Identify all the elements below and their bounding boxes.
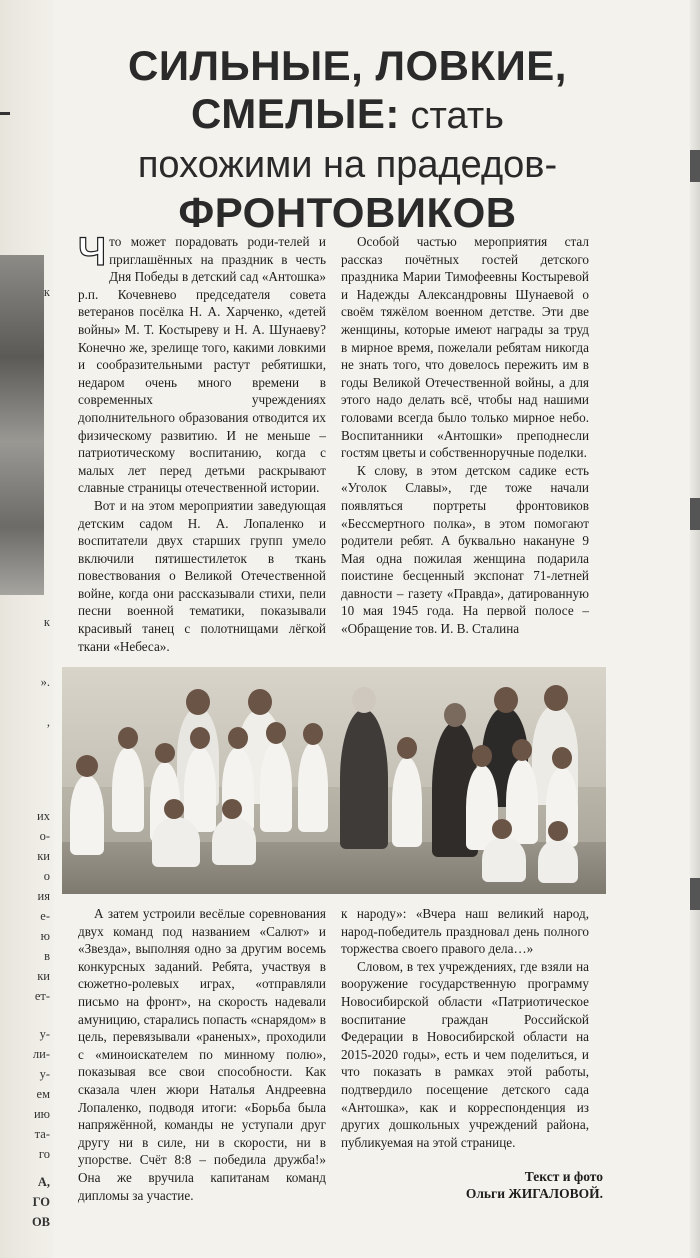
photo-figure-head [222,799,242,819]
adjacent-text-fragment: ОВ [31,1215,50,1229]
photo-figure-head [248,689,272,715]
adjacent-text-fragment: та- [34,1127,50,1141]
photo-figure [340,709,388,849]
byline-author: Ольги ЖИГАЛОВОЙ. [465,1186,603,1201]
adjacent-text-fragment: к [43,285,50,299]
paragraph: Вот и на этом мероприятии заведующая детским садом Н. А. Лопаленко и воспитатели двух старших групп умело включили пятишестилеток в ткань повествования о Великой Отечественной войне, когда они рассказывали стихи, пели песни военной тематики, показывали красивый танец с полотнищами лёгкой ткани «Небеса». [78,497,326,654]
article-column-1 [78,230,326,655]
photo-figure-head [548,821,568,841]
photo-figure-head [472,745,492,767]
edge-mark [690,150,700,182]
photo-figure-head [552,747,572,769]
headline-line-4: ФРОНТОВИКОВ [178,189,517,236]
photo-figure-head [186,689,210,715]
headline-line-1: СИЛЬНЫЕ, ЛОВКИЕ, [128,42,567,89]
photo-figure-head [228,727,248,749]
photo-figure [298,742,328,832]
adjacent-text-fragment: ». [40,675,50,689]
drop-cap: Ч [78,230,107,274]
photo-figure [70,775,104,855]
photo-figure-head [397,737,417,759]
adjacent-text-fragment: ГО [32,1195,50,1209]
photo-figure-head [512,739,532,761]
photo-figure-head [155,743,175,763]
paragraph: К слову, в этом детском садике есть «Уголок Славы», где тоже начали появляться портреты фронтовиков «Бессмертного полка», в этом помогают родители ребят. А буквально накануне 9 Мая одна пожилая женщина подарила поистине бесценный экспонат 71-летней давности – газету «Правда», датированную 10 мая 1945 года. На первой полосе – «Обращение тов. И. В. Сталина [341,462,589,637]
adjacent-text-fragment: о [43,869,50,883]
adjacent-photo [0,255,44,595]
photo-figure-head [444,703,466,727]
photo-figure-head [164,799,184,819]
photo-figure-head [352,687,376,713]
adjacent-text-fragment: ет- [34,989,50,1003]
article-column-4 [341,905,589,1151]
photo-figure-head [118,727,138,749]
adjacent-text-fragment: у- [39,1067,50,1081]
adjacent-text-fragment: ли- [32,1047,50,1061]
photo-figure-head [303,723,323,745]
edge-mark [690,878,700,910]
photo-figure [538,839,578,883]
adjacent-text-fragment: е- [40,909,50,923]
article-column-2 [341,233,589,638]
adjacent-text-fragment: ию [33,1107,50,1121]
paragraph-text: то может порадовать роди-телей и приглашённых на праздник в честь Дня Победы в детский сад «Антошка» р.п. Кочевнево председателя совета ветеранов посёлка Н. А. Харченко, «детей войны» М. Т. Костыреву и Н. А. Шунаеву? Конечно же, зрелище того, какими ловкими и сообразительными растут ребятишки, недаром очень много времени в современных учреждениях дополнительного образования отводится их физическому развитию. И не меньше – патриотическому воспитанию, когда с малых лет перед детьми раскрывают славные страницы отечественной истории. [78,234,326,496]
adjacent-dash [0,112,10,115]
adjacent-text-fragment: ки [37,969,50,983]
adjacent-text-fragment: у- [39,1027,50,1041]
article-byline [341,1168,603,1202]
adjacent-text-fragment: о- [39,829,50,843]
article-column-3 [78,905,326,1204]
photo-figure-head [492,819,512,839]
adjacent-page-strip [0,0,54,1258]
paragraph: к народу»: «Вчера наш великий народ, народ-победитель праздновал день полного торжества своего правого дела…» [341,906,589,957]
headline-line-2-light: стать [399,95,504,137]
photo-figure [184,747,216,832]
adjacent-text-fragment: ки [37,849,50,863]
photo-figure-head [266,722,286,744]
adjacent-text-fragment: их [37,809,50,823]
edge-mark [690,498,700,530]
paragraph: Особой частью мероприятия стал рассказ почётных гостей детского праздника Марии Тимофеевны Костыревой и Надежды Александровны Шунаевой о своём тяжёлом военном детстве. Эти две женщины, которые имеют награды за труд в мирное время, пожелали ребятам никогда не знать того, что довелось пережить им в годы Великой Отечественной войны, а для этого надо делать всё, чтобы над нашими головами всегда было только мирное небо. Воспитанники «Антошки» преподнесли гостям цветы и собственноручные поделки. [341,234,589,461]
paragraph: А затем устроили весёлые соревнования двух команд под названием «Салют» и «Звезда», выполняя одно за другим восемь конкурсных заданий. Ребята, участвуя в сюжетно-ролевых играх, «отправляли письмо на фронт», на скорость надевали амуницию, старались попасть «снарядом» в цель, перевязывали «раненых», проходили с «миноискателем по минному полю», показывая все свои способности. Как сказала член жюри Наталья Андреевна Лопаленко, подводя итоги: «Борьба была напряжённой, команды не уступали друг другу ни в силе, ни в скорости, ни в упорстве. Счёт 8:8 – победила дружба!» Она же вручила капитанам команд дипломы за участие. [78,906,326,1203]
photo-figure-head [494,687,518,713]
photo-figure-head [76,755,98,777]
headline-line-2 [70,90,625,141]
photo-figure [212,817,256,865]
photo-figure [466,765,498,850]
photo-figure [482,837,526,882]
article-photo-kindergarten-group [62,667,606,894]
photo-figure [152,817,200,867]
photo-figure [392,757,422,847]
adjacent-text-fragment: к [43,615,50,629]
headline-line-2-bold: СМЕЛЫЕ: [191,90,400,137]
paragraph: Словом, в тех учреждениях, где взяли на вооружение государственную программу Новосибирской области «Патриотическое воспитание граждан Российской Федерации в Новосибирской области на 2015-2020 годы», есть и чем поделиться, и что показать в рамках этой работы, подтвердило посещение детского сада «Антошка», как и корреспонденция из других дошкольных учреждений района, публикуемая на этой странице. [341,958,589,1150]
adjacent-text-fragment: ия [37,889,50,903]
photo-figure-head [190,727,210,749]
headline-line-3: похожими на прадедов- [137,144,558,186]
photo-figure [112,747,144,832]
adjacent-text-fragment: ем [36,1087,50,1101]
adjacent-text-fragment: го [38,1147,50,1161]
byline-line-1: Текст и фото [524,1169,603,1184]
photo-figure [260,742,292,832]
adjacent-text-fragment: в [44,949,50,963]
adjacent-text-fragment: ю [40,929,50,943]
photo-figure-head [544,685,568,711]
page-right-edge [690,0,700,1258]
adjacent-text-fragment: А, [37,1175,50,1189]
article-headline [70,42,625,237]
paragraph [78,230,326,497]
adjacent-text-fragment: , [46,715,50,729]
